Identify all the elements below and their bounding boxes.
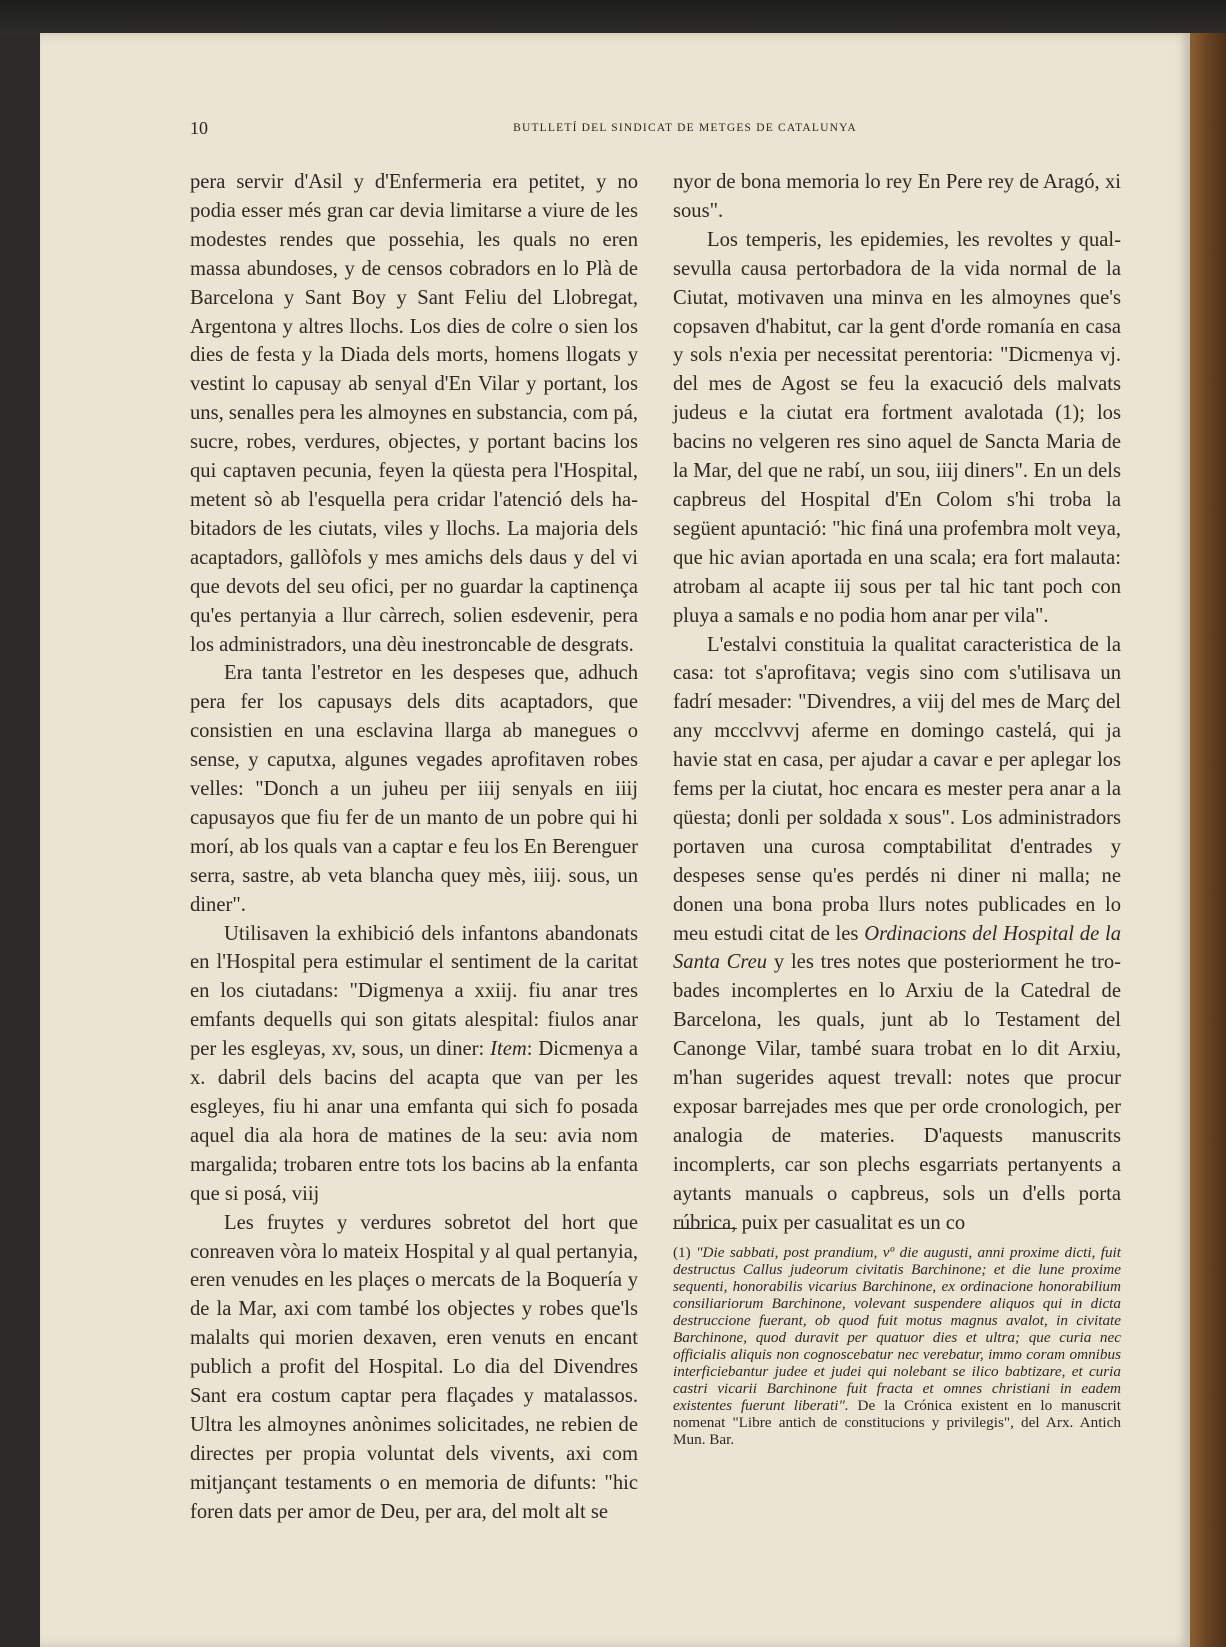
paragraph: [673, 631, 1121, 1238]
italic-item: Item: [490, 1038, 527, 1061]
text-run: : Dicmenya a x. dabril dels bacins del acapta que van per les esgleyes, fiu hi anar una emfanta qui sich fo posada aquel dia ala hora de matines de la seu: avia nom margalida; trobaren entre tots los bacins ab la enfanta que si posá, viij: [190, 1038, 638, 1205]
text-run: y les tres notes que posteriorment he trobades incomplertes en lo Arxiu de la Catedral de Barcelona, les quals, junt ab lo Testament del Canonge Vilar, també suara trobat en lo dit Arxiu, m'han sugerides aquest trevall: notes que procur exposar barrejades mes que per orde cronologich, per analogia de materies. D'aquests manuscrits incomplerts, car son plechs esgarriats pertanyents a aytants manuals o capbreus, sols un d'ells porta rúbrica, puix per casualitat es un co: [673, 951, 1121, 1234]
footnote-source: De la Crónica existent en lo manuscrit nomenat "Libre antich de constitucions y privilegis", del Arx. Antich Mun. Bar.: [673, 1397, 1121, 1448]
text-run: L'estalvi constituia la qualitat caracteristica de la casa: tot s'aprofitava; vegis sino com s'utilisava un fadrí mesader: "Divendres, a viij del mes de Març del any mccclvvvj aferme en domingo castelá, qui ja havie stat en casa, per ajudar a cavar e per aplegar los fems per la ciutat, hoc encara es mester pera anar a la qüesta; donli per soldada x sous". Los administradors portaven una curosa comptabilitat d'entrades y despeses sense qu'es perdés ni diner ni malla; ne donen una bona proba llurs notes publicades en lo meu estudi citat de les: [673, 633, 1121, 945]
page-header: [190, 118, 1120, 142]
left-column: [190, 168, 638, 1527]
footnote-rule: [673, 1228, 737, 1229]
paragraph: Los temperis, les epidemies, les revoltes y qualsevulla causa pertorbadora de la vida normal de la Ciutat, motivaven una minva en les almoynes que's copsaven d'habitut, car la gent d'orde romanía en casa y sols n'exia per necessitat perentoria: "Dicmenya vj. del mes de Agost se feu la exacució dels malvats judeus e la ciutat era fortment avalotada (1); los bacins no velgeren res sino aquel de Sancta Maria de la Mar, del que ne rabí, un sou, iiij diners". En un dels capbreus del Hospital d'En Colom s'hi troba la següent apuntació: "hic finá una profembra molt veya, que hic avian aportada en una scala; era fort malauta: atrobam al acapte iij sous per tal hic tant poch con pluya a samals e no podia hom anar per vila".: [673, 228, 1121, 627]
paragraph: Era tanta l'estretor en les despeses que, adhuch pera fer los capusays dels dits acaptadors, que consistien en una esclavina llarga ab manegues o sense, y caputxa, algunes vegades aprofitaven robes velles: "Donch a un juheu per iiij senyals en iiij capusayos que fiu fer de un manto de un pobre qui hi morí, ab los quals van a captar e feu los En Berenguer serra, sastre, ab veta blancha quey mès, iiij. sous, un diner".: [190, 662, 638, 916]
paragraph: pera servir d'Asil y d'Enfermeria era petitet, y no podia esser més gran car devia limitarse a viure de les modestes rendes que possehia, les quals no eren massa abundoses, y de censos cobradors en lo Plà de Barcelona y Sant Boy y Sant Feliu del Llobregat, Argentona y altres llochs. Los dies de colre o sien los dies de festa y la Diada dels morts, homens llogats y vestint lo capusay ab senyal d'En Vilar y portant, los uns, senalles pera les almoynes en substancia, com pá, sucre, robes, verdures, objectes, y portant bacins los qui captaven pecunia, feyen la qüesta pera l'Hospital, metent sò ab l'esquella pera cridar l'atenció dels habitadors de les ciutats, viles y llochs. La majoria dels acaptadors, gallòfols y mes amichs dels daus y del vi que devots del seu ofici, per no guardar la captinença qu'es pertanyia a llur càrrech, solien esdevenir, pera los administradors, una dèu inestroncable de desgrats.: [190, 171, 638, 656]
paragraph: nyor de bona memoria lo rey En Pere rey de Aragó, xi sous".: [673, 171, 1121, 222]
right-column: [673, 168, 1121, 1238]
running-head: BUTLLETÍ DEL SINDICAT DE METGES DE CATALUNYA: [513, 122, 857, 134]
footnote: [673, 1244, 1121, 1448]
book-spine-edge: [1190, 33, 1226, 1647]
italic-title: Ordinacions del Hospital de la Santa Creu: [673, 922, 1121, 974]
text-run: Utilisaven la exhibició dels infantons abandonats en l'Hospital pera estimular el sentiment de la caritat en los ciutadans: "Digmenya a xxiij. fiu anar tres emfants dequells qui son gitats alespital: fiulos anar per les esgleyas, xv, sous, un diner:: [190, 922, 638, 1061]
scan-background-top: [0, 0, 1226, 35]
paragraph: [190, 920, 638, 1209]
footnote-marker: (1): [673, 1244, 697, 1261]
footnote-latin-quote: "Die sabbati, post prandium, vº die augusti, anni proxime dicti, fuit destructus Callus judeorum civitatis Barchinone; et die lune proxime sequenti, honorabilis vicarius Barchinone, ex ordinacione honorabilium consiliariorum Barchinone, volevant suspendere aliquos qui in dicta destruccione fuerant, ob quod fuit motus magnus avalot, in civitate Barchinone, quod duravit per quatuor dies et ultra; que curia nec officialis aliquis non cognoscebatur nec verebatur, immo coram omnibus interficiebantur judee et judei qui nolebant se ilico babtizare, et curia castri vicarii Barchinone fuit fracta et omnes christiani in eadem existentes fuerunt liberati".: [673, 1244, 1121, 1414]
paragraph: Les fruytes y verdures sobretot del hort que conreaven vòra lo mateix Hospital y al qual pertanyia, eren venudes en les plaçes o mercats de la Boquería y de la Mar, axi com també los objectes y robes que'ls malalts qui morien dexaven, eren venuts en encant publich a profit del Hospital. Lo dia del Divendres Sant era costum captar pera flaçades y matalassos. Ultra les almoynes anònimes solicitades, ne rebien de directes per propia voluntat dels vivents, axi com mitjançant testaments o en memoria de difunts: "hic foren dats per amor de Deu, per ara, del molt alt se: [190, 1211, 638, 1523]
page-number: 10: [190, 118, 208, 138]
